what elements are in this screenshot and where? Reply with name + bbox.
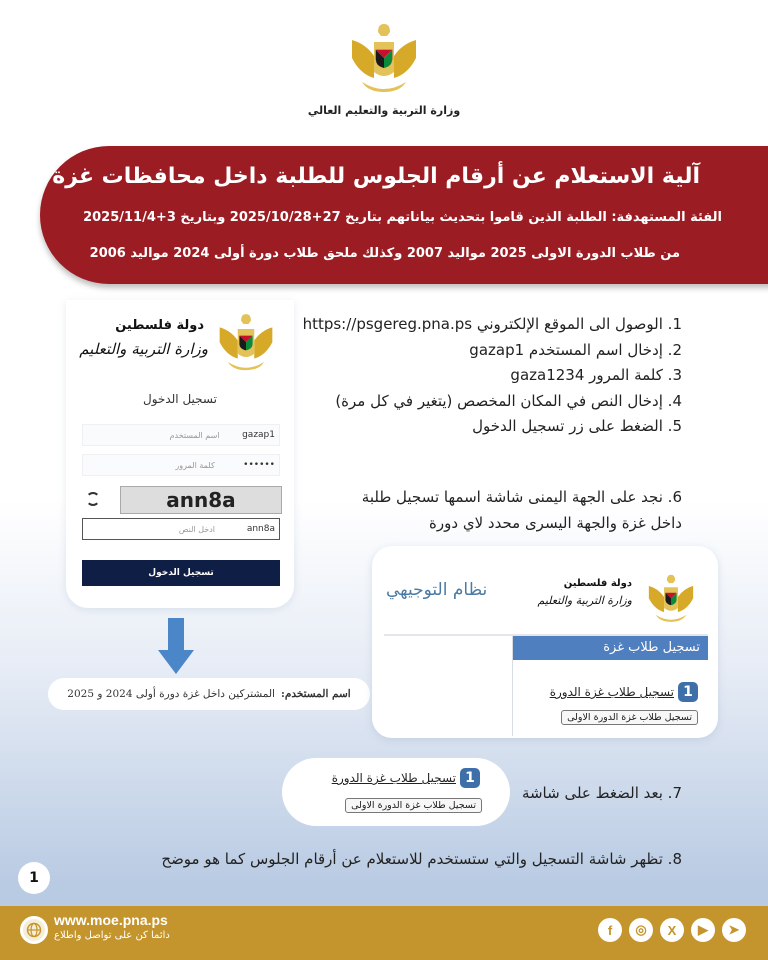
gaza-registration-link[interactable]: تسجيل طلاب غزة الدورة	[549, 685, 674, 699]
step-7: 7. بعد الضغط على شاشة	[521, 784, 682, 802]
refresh-captcha-icon[interactable]	[86, 492, 100, 506]
registration-link-row	[550, 682, 698, 702]
step-6-line-1: 6. نجد على الجهة اليمنى شاشة اسمها تسجيل طلبة	[361, 488, 682, 506]
username-placeholder: اسم المستخدم	[169, 430, 220, 440]
down-arrow-icon	[158, 618, 194, 674]
ministry-calligraphy: وزارة التربية والتعليم	[79, 340, 208, 358]
page-number: 1	[18, 862, 50, 894]
login-screenshot-card	[66, 300, 294, 608]
note-label: اسم المستخدم:	[280, 688, 351, 700]
youtube-icon[interactable]: ▶	[691, 918, 715, 942]
password-field[interactable]	[82, 454, 280, 476]
captcha-placeholder: ادخل النص	[178, 524, 216, 534]
state-of-palestine-text: دولة فلسطين	[563, 578, 632, 589]
registration-link-row	[332, 768, 480, 788]
globe-glyph-icon	[26, 922, 42, 938]
password-placeholder: كلمة المرور	[175, 460, 215, 470]
step-7-illustration	[282, 758, 510, 826]
panel-header: تسجيل طلاب غزة	[513, 636, 708, 660]
footer-tagline: دائما كن على تواصل واطلاع	[54, 930, 170, 941]
tawjihi-system-title: نظام التوجيهي	[386, 580, 488, 600]
facebook-icon[interactable]: f	[598, 918, 622, 942]
palestine-eagle-emblem-icon	[218, 308, 274, 378]
captcha-value: ann8a	[246, 524, 275, 534]
number-badge: 1	[678, 682, 698, 702]
first-session-button[interactable]: تسجيل طلاب غزة الدورة الاولى	[345, 798, 482, 813]
banner-title: آلية الاستعلام عن أرقام الجلوس للطلبة داخل محافظات غزة	[52, 164, 700, 189]
captcha-image: ann8a	[120, 486, 282, 514]
website-link[interactable]: www.moe.pna.ps	[54, 912, 168, 928]
login-button[interactable]: تسجيل الدخول	[82, 560, 280, 586]
x-twitter-icon[interactable]: X	[660, 918, 684, 942]
first-session-button[interactable]: تسجيل طلاب غزة الدورة الاولى	[561, 710, 698, 725]
username-field[interactable]	[82, 424, 280, 446]
instagram-icon[interactable]: ◎	[629, 918, 653, 942]
step-2: 2. إدخال اسم المستخدم gazap1	[469, 340, 682, 359]
ministry-calligraphy: وزارة التربية والتعليم	[537, 594, 632, 607]
gaza-registration-link[interactable]: تسجيل طلاب غزة الدورة	[331, 771, 456, 785]
step-8: 8. تظهر شاشة التسجيل والتي ستستخدم للاستعلام عن أرقام الجلوس كما هو موضح	[161, 850, 682, 868]
ministry-name: وزارة التربية والتعليم العالي	[307, 104, 461, 117]
step-5: 5. الضغط على زر تسجيل الدخول	[472, 417, 682, 435]
note-text: المشتركين داخل غزة دورة أولى 2024 و 2025	[67, 688, 275, 700]
step-6-line-2: داخل غزة والجهة اليسرى محدد لاي دورة	[429, 514, 682, 532]
username-value: gazap1	[242, 430, 275, 440]
palestine-eagle-emblem-icon	[646, 572, 696, 626]
globe-icon	[20, 916, 48, 944]
password-value: ••••••	[243, 460, 275, 470]
captcha-input[interactable]	[82, 518, 280, 540]
gaza-registration-panel	[512, 636, 708, 736]
step-4: 4. إدخال النص في المكان المخصص (يتغير في كل مرة)	[335, 391, 682, 410]
tawjihi-screenshot-card	[372, 546, 718, 738]
social-links	[598, 918, 746, 942]
login-title: تسجيل الدخول	[143, 392, 217, 406]
banner-target-group: الفئة المستهدفة: الطلبة الذين قاموا بتحديث بياناتهم بتاريخ 27+2025/10/28 وبتاريخ 3+2025/11/4	[83, 210, 722, 225]
number-badge: 1	[460, 768, 480, 788]
captcha-row	[82, 486, 280, 514]
banner-target-group-cont: من طلاب الدورة الاولى 2025 مواليد 2007 وكذلك ملحق طلاب دورة أولى 2024 مواليد 2006	[89, 246, 680, 261]
title-banner	[40, 146, 768, 284]
telegram-icon[interactable]: ➤	[722, 918, 746, 942]
username-note	[48, 678, 370, 710]
step-1: 1. الوصول الى الموقع الإلكتروني https://psgereg.pna.ps	[302, 315, 682, 333]
state-of-palestine-text: دولة فلسطين	[115, 318, 204, 333]
palestine-eagle-emblem-icon	[350, 20, 418, 98]
step-3: 3. كلمة المرور gaza1234	[510, 366, 682, 384]
